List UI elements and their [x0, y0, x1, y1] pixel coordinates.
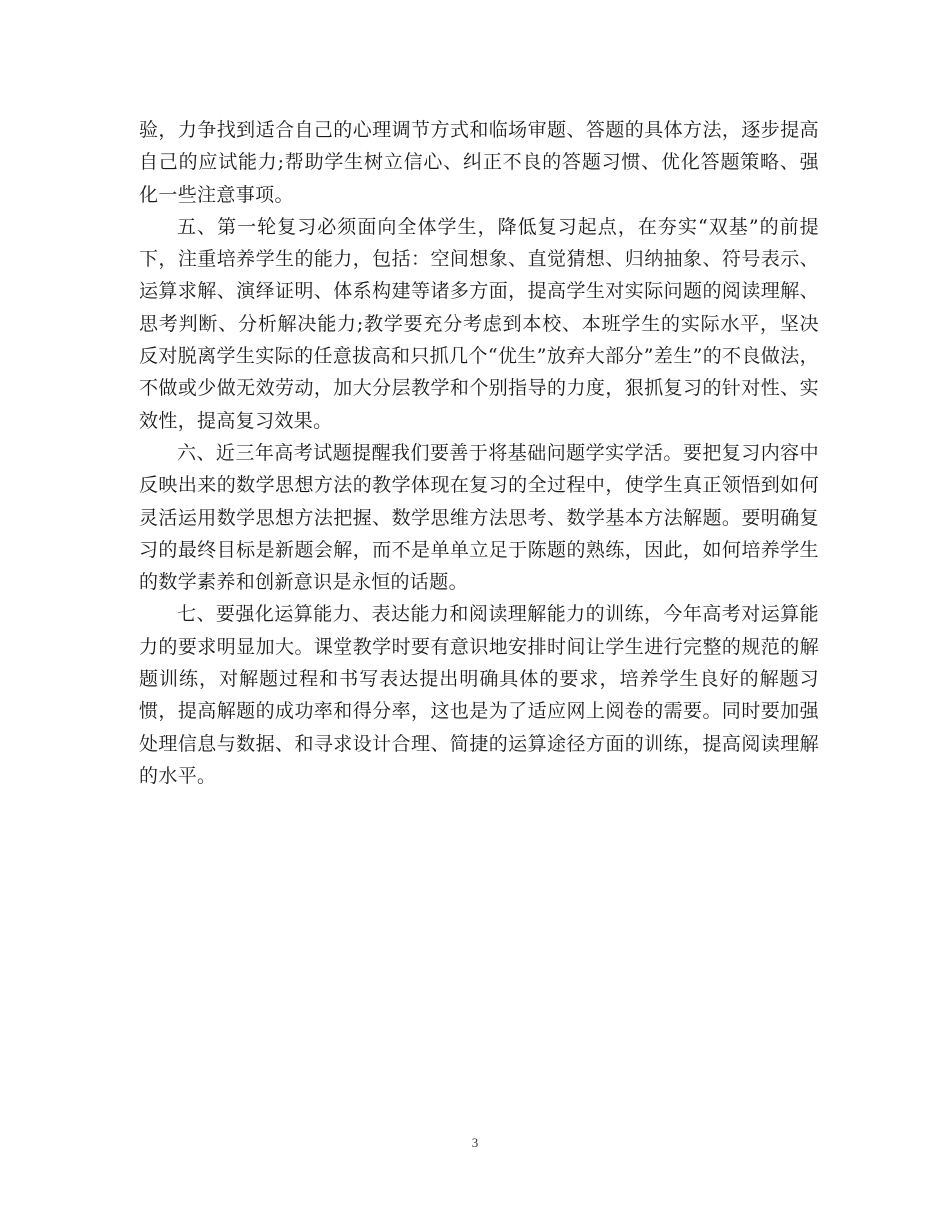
paragraph-section-7: 七、要强化运算能力、表达能力和阅读理解能力的训练，今年高考对运算能力的要求明显加大。课堂教学时要有意识地安排时间让学生进行完整的规范的解题训练，对解题过程和书写表达提出明确具体的要求，培养学生良好的解题习惯，提高解题的成功率和得分率，这也是为了适应网上阅卷的需要。同时要加强处理信息与数据、和寻求设计合理、简捷的运算途径方面的训练，提高阅读理解的水平。	[139, 603, 819, 787]
page-number: 3	[471, 1135, 479, 1150]
paragraph-section-5: 五、第一轮复习必须面向全体学生，降低复习起点，在夯实“双基”的前提下，注重培养学生的能力，包括：空间想象、直觉猜想、归纳抽象、符号表示、运算求解、演绎证明、体系构建等诸多方面，提高学生对实际问题的阅读理解、思考判断、分析解决能力;教学要充分考虑到本校、本班学生的实际水平，坚决反对脱离学生实际的任意拔高和只抓几个“优生”放弃大部分”差生”的不良做法，不做或少做无效劳动，加大分层教学和个别指导的力度，狠抓复习的针对性、实效性，提高复习效果。	[139, 215, 819, 432]
paragraph-continued: 验，力争找到适合自己的心理调节方式和临场审题、答题的具体方法，逐步提高自己的应试能力;帮助学生树立信心、纠正不良的答题习惯、优化答题策略、强化一些注意事项。	[139, 119, 819, 206]
body-text	[139, 114, 819, 792]
paragraph-section-6: 六、近三年高考试题提醒我们要善于将基础问题学实学活。要把复习内容中反映出来的数学思想方法的教学体现在复习的全过程中，使学生真正领悟到如何灵活运用数学思想方法把握、数学思维方法思考、数学基本方法解题。要明确复习的最终目标是新题会解，而不是单单立足于陈题的熟练，因此，如何培养学生的数学素养和创新意识是永恒的话题。	[139, 441, 819, 594]
